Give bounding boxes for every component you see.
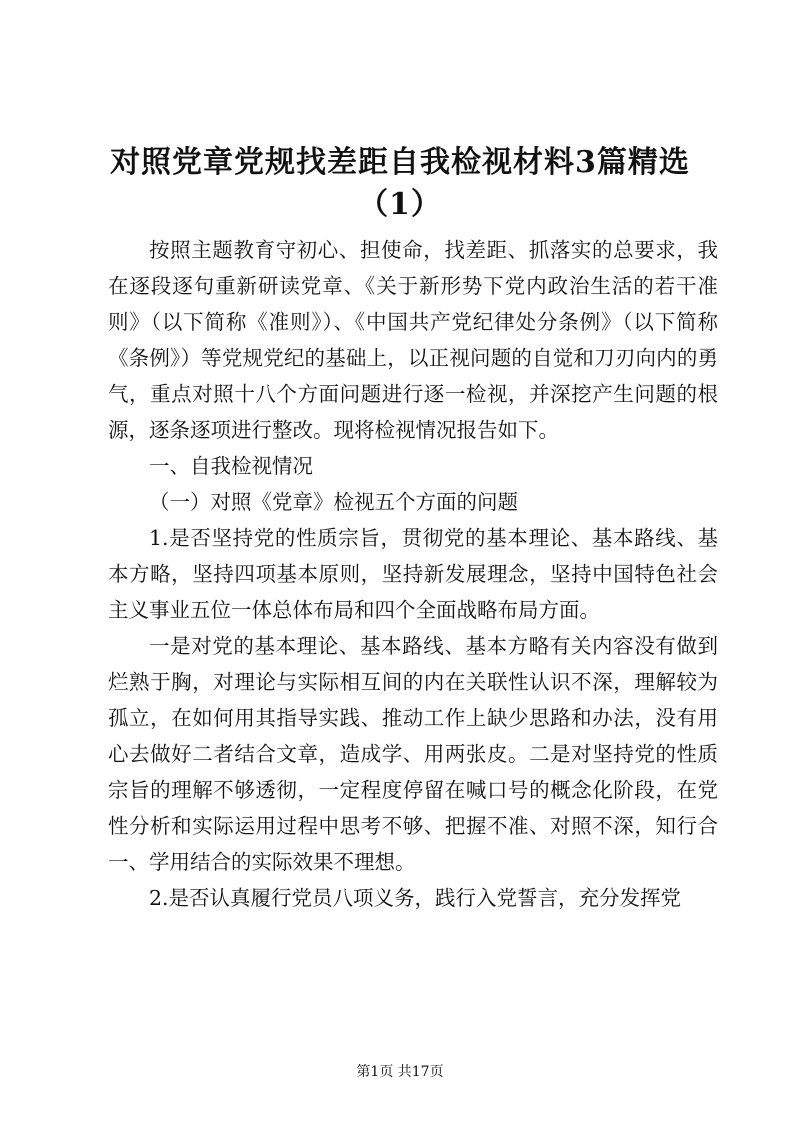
subsection-heading: （一）对照《党章》检视五个方面的问题 bbox=[149, 490, 518, 514]
title-line-1: 对照党章党规找差距自我检视材料3篇精选 bbox=[110, 145, 690, 180]
page-number-footer: 第1页 共17页 bbox=[356, 1064, 444, 1080]
section-heading: 一、自我检视情况 bbox=[149, 454, 313, 478]
item-1-detail-paragraph: 一是对党的基本理论、基本路线、基本方略有关内容没有做到烂熟于胸，对理论与实际相互间的内在关联性认识不深，理解较为孤立，在如何用其指导实践、推动工作上缺少思路和办法，没有用心去做好二者结合文章，造成学、用两张皮。二是对坚持党的性质宗旨的理解不够透彻，一定程度停留在喊口号的概念化阶段，在党性分析和实际运用过程中思考不够、把握不准、对照不深，知行合一、学用结合的实际效果不理想。 bbox=[108, 634, 718, 874]
item-2-paragraph: 2.是否认真履行党员八项义务，践行入党誓言，充分发挥党 bbox=[149, 886, 682, 910]
intro-paragraph: 按照主题教育守初心、担使命，找差距、抓落实的总要求，我在逐段逐句重新研读党章、《关于新形势下党内政治生活的若干准则》（以下简称《准则》）、《中国共产党纪律处分条例》（以下简称《条例》）等党规党纪的基础上，以正视问题的自觉和刀刃向内的勇气，重点对照十八个方面问题进行逐一检视，并深挖产生问题的根源，逐条逐项进行整改。现将检视情况报告如下。 bbox=[108, 238, 718, 442]
document-body bbox=[108, 232, 718, 916]
item-1-paragraph: 1.是否坚持党的性质宗旨，贯彻党的基本理论、基本路线、基本方略，坚持四项基本原则，坚持新发展理念，坚持中国特色社会主义事业五位一体总体布局和四个全面战略布局方面。 bbox=[108, 526, 718, 622]
title-line-2: （1） bbox=[358, 187, 442, 222]
document-title bbox=[100, 142, 700, 226]
